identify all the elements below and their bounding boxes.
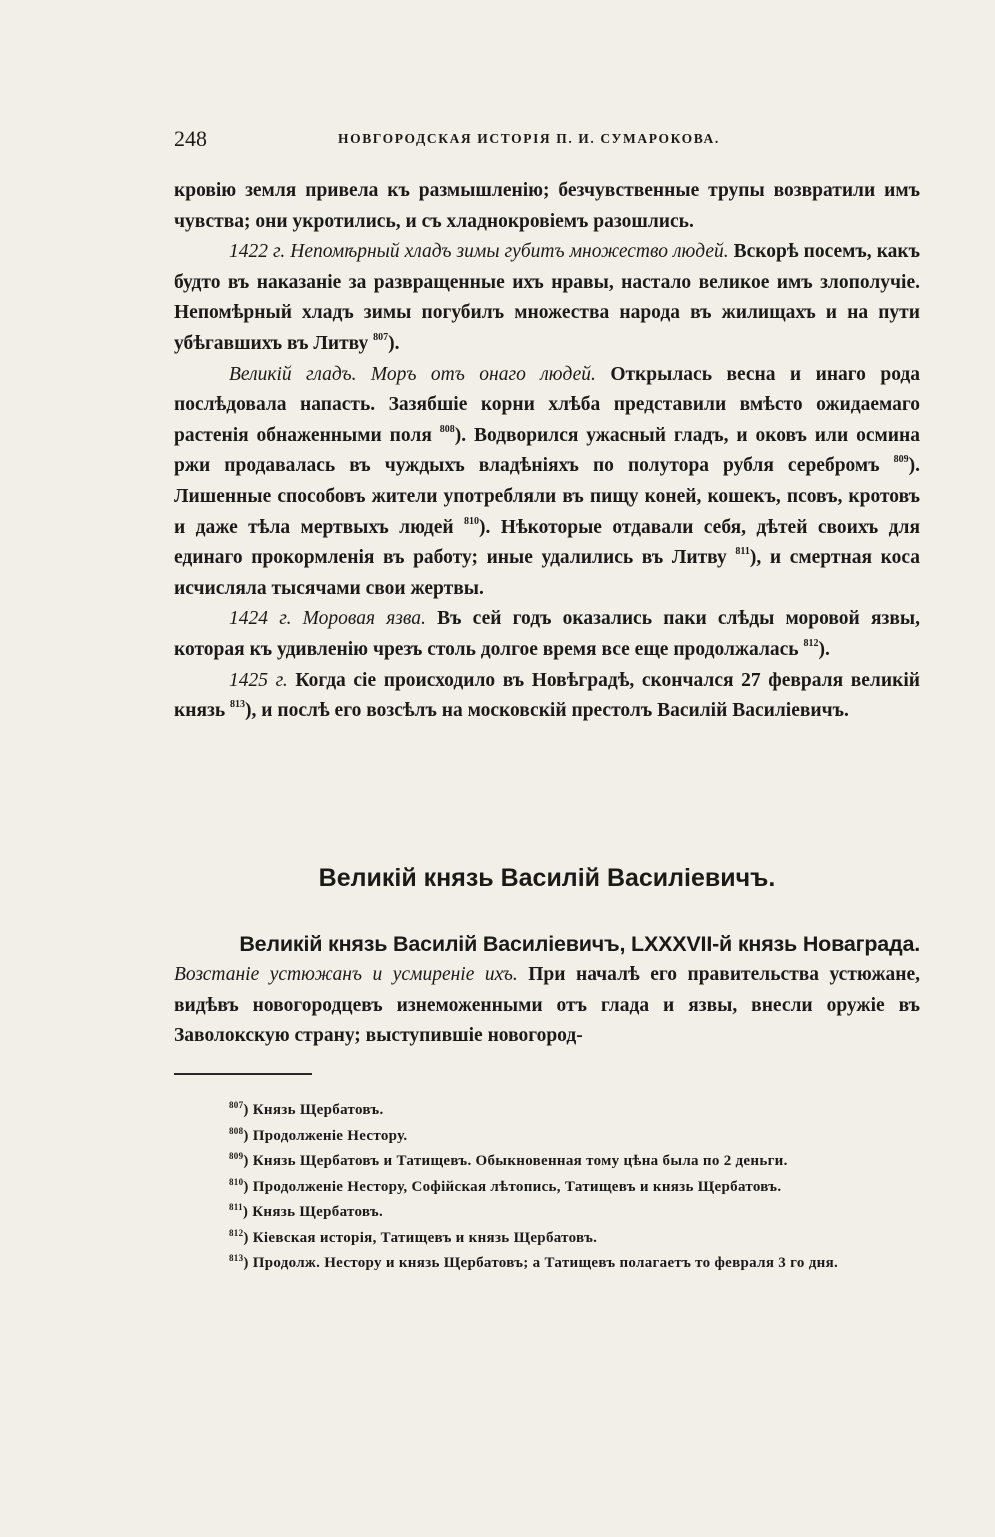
footnote-text: ) Князь Щербатовъ. [242, 1204, 383, 1220]
paragraph [174, 237, 920, 359]
footnote-number: 808 [229, 1125, 244, 1136]
paragraph-text: ). [818, 638, 830, 660]
paragraph-text: ), и смертная коса исчисляла тысячами свои жертвы. [174, 547, 920, 599]
paragraph [174, 666, 920, 727]
paragraph [174, 360, 920, 605]
footnote-ref[interactable]: 812 [803, 637, 819, 649]
footnote [174, 1175, 920, 1201]
footnote-text: ) Продолж. Нестору и князь Щербатовъ; а Татищевъ полагаетъ то февраля 3 го дня. [243, 1255, 839, 1271]
running-title: НОВГОРОДСКАЯ ИСТОРІЯ П. И. СУМАРОКОВА. [338, 131, 720, 146]
paragraph-text: Открылась весна и инаго рода послѣдовала напасть. Зазябшіе корни хлѣба представили вмѣсто ожидаемаго растенія обнаженными поля [174, 363, 920, 446]
footnotes [174, 1098, 920, 1277]
main-text [174, 176, 920, 727]
paragraph-text: При началѣ его правительства устюжане, видѣвъ новогородцевъ изнеможенными отъ глада и язвы, внесли оружіе въ Заволокскую страну; выступившіе новогород- [174, 964, 920, 1047]
paragraph-heading: 1425 г. [229, 669, 288, 691]
footnote-number: 809 [229, 1151, 244, 1161]
paragraph-text: ), и послѣ его возсѣлъ на московскій престолъ Василій Василіевичъ. [245, 700, 849, 722]
footnote-ref[interactable]: 810 [464, 515, 480, 527]
chapter [174, 928, 920, 1052]
footnote [174, 1226, 920, 1252]
paragraph-text: ). Нѣкоторые отдавали себя, дѣтей своихъ для единаго прокормленія въ работу; иные удалились въ Литву [174, 516, 921, 569]
footnote-number: 811 [229, 1202, 243, 1212]
paragraph [174, 604, 920, 665]
page-number: 248 [174, 126, 207, 151]
paragraph-text: Когда сіе происходило въ Новѣградѣ, скончался 27 февраля великій князь [174, 669, 920, 722]
footnote-text: ) Князь Щербатовъ. [243, 1102, 384, 1118]
footnote-number: 812 [229, 1227, 244, 1238]
footnote-text: ) Кіевская исторія, Татищевъ и князь Щербатовъ. [243, 1229, 598, 1246]
paragraph-heading: Возстаніе устюжанъ и усмиреніе ихъ. [174, 964, 518, 985]
paragraph-text: Вскорѣ посемъ, какъ будто въ наказаніе за развращенные ихъ нравы, настало великое имъ злополучіе. Непомѣрный хладъ зимы погубилъ множества народа въ жилищахъ и на пути убѣгавшихъ въ Литву [174, 241, 920, 354]
paragraph-text: ). Водворился ужасный гладъ, и оковъ или осмина ржи продавалась въ чуждыхъ владѣніяхъ по полутора рубля серебромъ [174, 424, 920, 477]
footnote-ref[interactable]: 811 [735, 546, 750, 558]
paragraph-text: Въ сей годъ оказались паки слѣды моровой язвы, которая къ удивленію чрезъ столь долгое время все еще продолжалась [174, 608, 921, 660]
paragraph-text: кровію земля привела къ размышленію; безчувственные трупы возвратили имъ чувства; они укротились, и съ хладнокровіемъ разошлись. [174, 180, 920, 232]
paragraph-text: ). [388, 332, 400, 354]
paragraph [174, 176, 920, 237]
footnote-number: 807 [229, 1100, 244, 1110]
footnote-ref[interactable]: 808 [439, 423, 455, 435]
footnote [174, 1098, 920, 1124]
footnote-ref[interactable]: 809 [893, 454, 909, 466]
footnote-number: 813 [229, 1253, 244, 1263]
chapter-paragraph [174, 960, 920, 1052]
paragraph-heading: 1422 г. Непомѣрный хладъ зимы губитъ множество людей. [229, 241, 729, 263]
paragraph-text: ). Лишенные способовъ жители употребляли въ пищу коней, кошекъ, псовъ, кротовъ и даже тѣла мертвыхъ людей [174, 455, 920, 538]
footnote-number: 810 [229, 1176, 244, 1187]
footnote [174, 1251, 920, 1277]
footnote-divider [174, 1073, 312, 1075]
footnote-text: ) Князь Щербатовъ и Татищевъ. Обыкновенная тому цѣна была по 2 деньги. [243, 1153, 788, 1169]
footnote-ref[interactable]: 813 [230, 699, 246, 711]
footnote [174, 1200, 920, 1226]
footnote-text: ) Продолженіе Нестору, Софійская лѣтопись, Татищевъ и князь Щербатовъ. [243, 1178, 782, 1195]
footnote [174, 1149, 920, 1175]
paragraph-heading: 1424 г. Моровая язва. [229, 608, 426, 630]
footnote-ref[interactable]: 807 [373, 331, 389, 343]
section-title: Великій князь Василій Василіевичъ. [318, 864, 776, 892]
paragraph-heading: Великій гладъ. Моръ отъ онаго людей. [229, 363, 596, 385]
footnote-text: ) Продолженіе Нестору. [243, 1127, 408, 1144]
page-header [174, 126, 924, 160]
footnote [174, 1124, 920, 1150]
chapter-heading: Великій князь Василій Василіевичъ, LXXXVII-й князь Новаграда. [239, 932, 920, 956]
